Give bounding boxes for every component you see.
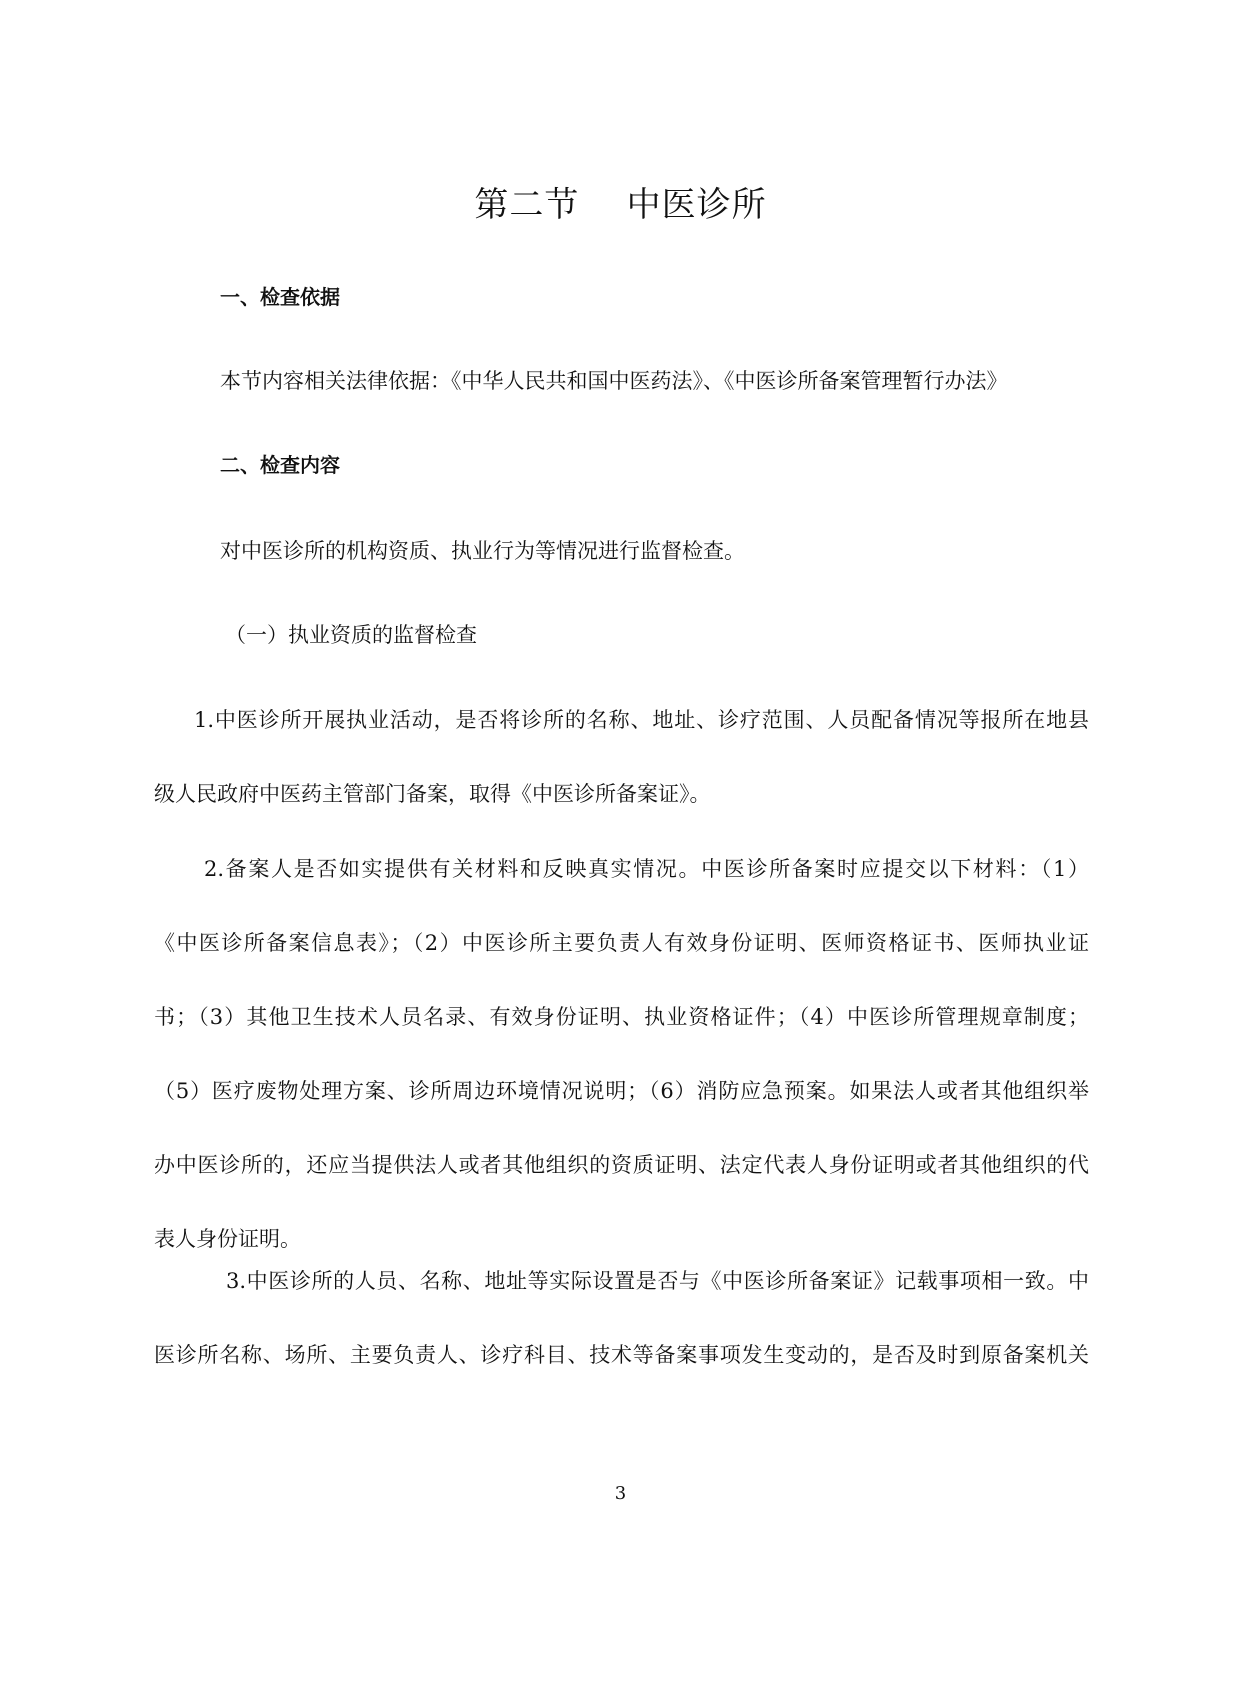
content-intro-text: 对中医诊所的机构资质、执业行为等情况进行监督检查。 bbox=[220, 539, 745, 563]
paragraph-line: 《中医诊所备案信息表》；（2）中医诊所主要负责人有效身份证明、医师资格证书、医师执业证 bbox=[154, 931, 1089, 955]
paragraph-line: 表人身份证明。 bbox=[154, 1227, 301, 1251]
page-title: 第二节 中医诊所 bbox=[474, 185, 767, 225]
paragraph-line: 3.中医诊所的人员、名称、地址等实际设置是否与《中医诊所备案证》记载事项相一致。中 bbox=[226, 1269, 1089, 1293]
sub-heading-qualification: （一）执业资质的监督检查 bbox=[225, 623, 477, 647]
paragraph-line: 2.备案人是否如实提供有关材料和反映真实情况。中医诊所备案时应提交以下材料：（1） bbox=[204, 857, 1089, 881]
item-3-paragraph bbox=[154, 1266, 1089, 1414]
paragraph-line: 1.中医诊所开展执业活动，是否将诊所的名称、地址、诊疗范围、人员配备情况等报所在地县 bbox=[194, 708, 1089, 732]
paragraph-line: 书；（3）其他卫生技术人员名录、有效身份证明、执业资格证件；（4）中医诊所管理规章制度； bbox=[154, 1005, 1089, 1029]
section-heading-basis: 一、检查依据 bbox=[220, 285, 340, 309]
section-heading-content: 二、检查内容 bbox=[220, 453, 340, 477]
paragraph-line: 级人民政府中医药主管部门备案，取得《中医诊所备案证》。 bbox=[154, 782, 711, 806]
legal-basis-text: 本节内容相关法律依据：《中华人民共和国中医药法》、《中医诊所备案管理暂行办法》 bbox=[220, 369, 1008, 393]
paragraph-line: 办中医诊所的，还应当提供法人或者其他组织的资质证明、法定代表人身份证明或者其他组织的代 bbox=[154, 1153, 1089, 1177]
page-number: 3 bbox=[614, 1483, 627, 1504]
item-2-paragraph bbox=[154, 854, 1089, 1298]
item-1-paragraph bbox=[154, 705, 1089, 853]
paragraph-line: （5）医疗废物处理方案、诊所周边环境情况说明；（6）消防应急预案。如果法人或者其他组织举 bbox=[154, 1079, 1089, 1103]
paragraph-line: 医诊所名称、场所、主要负责人、诊疗科目、技术等备案事项发生变动的，是否及时到原备案机关 bbox=[154, 1343, 1089, 1367]
